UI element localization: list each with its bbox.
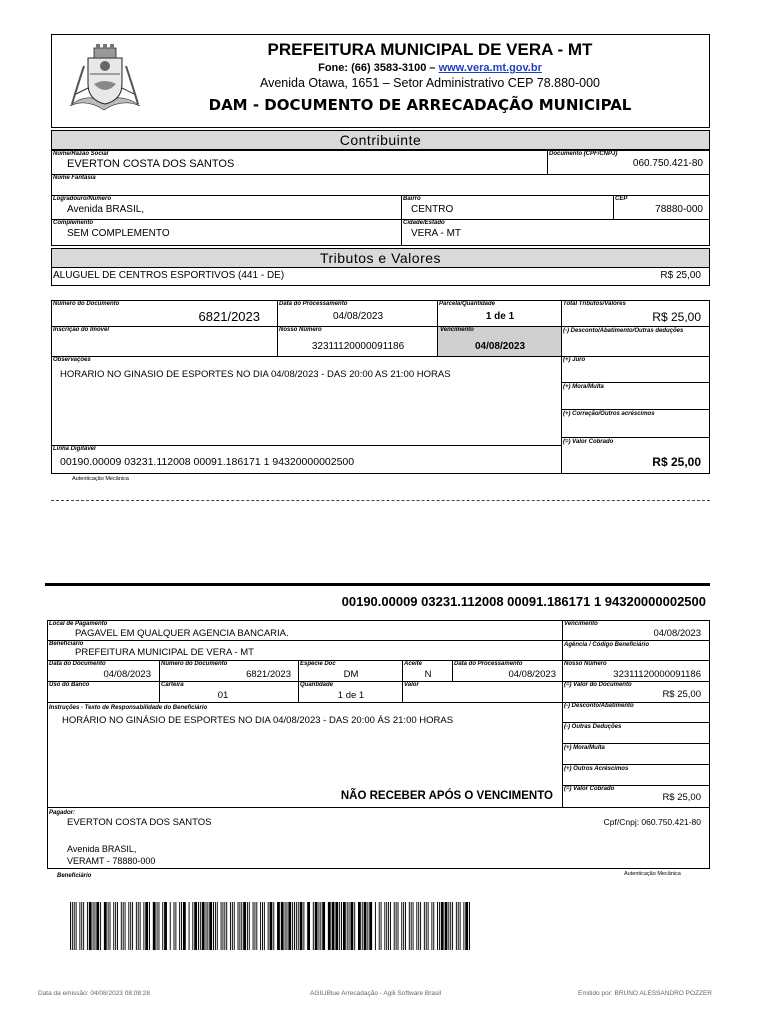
processamento-label: Data do Processamento xyxy=(279,301,348,307)
boleto-vencimento-label: Vencimento xyxy=(564,621,598,627)
nosso-numero-label: Nosso Número xyxy=(279,327,322,333)
pagador-endereco-1: Avenida BRASIL, xyxy=(67,844,137,854)
linha-digitavel-label: Linha Digitável xyxy=(53,446,96,452)
pagador-endereco-2: VERAMT - 78880-000 xyxy=(67,856,156,866)
data-processamento-value: 04/08/2023 xyxy=(508,669,556,680)
boleto-top-bar xyxy=(45,583,710,586)
nome-label: Nome/Razão Social xyxy=(53,151,109,157)
cep-label: CEP xyxy=(615,196,628,202)
processamento-value: 04/08/2023 xyxy=(332,311,384,322)
complemento-value: SEM COMPLEMENTO xyxy=(67,228,170,239)
vencimento-label: Vencimento xyxy=(440,327,474,333)
cut-line xyxy=(51,500,710,501)
barcode xyxy=(70,902,470,950)
boleto-beneficiario-label: Beneficiário xyxy=(49,641,84,647)
data-processamento-label: Data do Processamento xyxy=(454,661,523,667)
logradouro-value: Avenida BRASIL, xyxy=(67,204,145,215)
logradouro-label: Logradouro/Número xyxy=(53,196,111,202)
outros-acrescimos-label: (+) Outros Acréscimos xyxy=(564,766,629,772)
local-pagamento-value: PAGAVEL EM QUALQUER AGENCIA BANCARIA. xyxy=(75,628,289,639)
tributos-section-title: Tributos e Valores xyxy=(51,248,710,268)
total-value: R$ 25,00 xyxy=(652,310,701,324)
instrucoes-label: Instruções - Texto de Responsabilidade do Beneficiário xyxy=(49,705,208,711)
cep-value: 78880-000 xyxy=(655,204,703,215)
boleto-beneficiario-value: PREFEITURA MUNICIPAL DE VERA - MT xyxy=(75,647,254,658)
observacoes-label: Observações xyxy=(53,357,91,363)
nao-receber-notice: NÃO RECEBER APÓS O VENCIMENTO xyxy=(340,790,553,802)
bairro-value: CENTRO xyxy=(411,204,454,215)
fantasia-label: Nome Fantasia xyxy=(53,175,96,181)
carteira-label: Carteira xyxy=(161,682,184,688)
cidade-label: Cidade/Estado xyxy=(403,220,445,226)
nome-value: EVERTON COSTA DOS SANTOS xyxy=(67,158,235,170)
address-line: Avenida Otawa, 1651 – Setor Administrativo CEP 78.880-000 xyxy=(259,76,601,90)
numero-documento-value: 6821/2023 xyxy=(246,669,291,680)
boleto-nosso-numero-label: Nosso Número xyxy=(564,661,607,667)
city-coat-of-arms-logo xyxy=(66,44,144,114)
vencimento-value: 04/08/2023 xyxy=(474,341,526,352)
quantidade-value: 1 de 1 xyxy=(337,690,365,701)
inscricao-label: Inscrição do Imóvel xyxy=(53,327,110,333)
phone-line xyxy=(150,62,710,75)
especie-label: Espécie Doc xyxy=(300,661,336,667)
boleto-linha-digitavel: 00190.00009 03231.112008 00091.186171 1 94320000002500 xyxy=(341,594,706,609)
observacoes-value: HORARIO NO GINASIO DE ESPORTES NO DIA 04/08/2023 - DAS 20:00 AS 21:00 HORAS xyxy=(60,369,451,380)
local-pagamento-label: Local de Pagamento xyxy=(49,621,108,627)
data-emissao: Data da emissão: 04/08/2023 08:08:28 xyxy=(38,990,151,997)
aceite-label: Aceite xyxy=(404,661,423,667)
bairro-label: Bairro xyxy=(403,196,421,202)
quantidade-label: Quantidade xyxy=(300,682,334,688)
prefeitura-title: PREFEITURA MUNICIPAL DE VERA - MT xyxy=(267,40,593,59)
especie-value: DM xyxy=(343,669,359,680)
beneficiario-footer-label: Beneficiário xyxy=(57,873,92,879)
document-title: DAM - DOCUMENTO DE ARRECADAÇÃO MUNICIPAL xyxy=(208,96,632,114)
agencia-label: Agência / Código Beneficiário xyxy=(564,642,650,648)
boleto-vencimento-value: 04/08/2023 xyxy=(653,628,701,639)
tributo-item-value: R$ 25,00 xyxy=(660,270,701,281)
nosso-numero-value: 32311120000091186 xyxy=(311,341,405,352)
valor-documento-value: R$ 25,00 xyxy=(662,689,701,700)
mora-label: (+) Mora/Multa xyxy=(563,384,604,390)
autenticacao-top: Autenticação Mecânica xyxy=(72,476,129,482)
website-link[interactable]: www.vera.mt.gov.br xyxy=(438,62,542,74)
emitido-por: Emitido por: BRUNO ALESSANDRO POZZER xyxy=(578,990,713,997)
carteira-value: 01 xyxy=(217,690,229,701)
pagador-cpf: Cpf/Cnpj: 060.750.421-80 xyxy=(603,817,701,827)
boleto-mora-label: (+) Mora/Multa xyxy=(564,745,605,751)
data-documento-value: 04/08/2023 xyxy=(103,669,151,680)
linha-digitavel-value: 00190.00009 03231.112008 00091.186171 1 94320000002500 xyxy=(60,456,355,468)
correcao-label: (+) Correção/Outros acréscimos xyxy=(563,411,655,417)
boleto-valor-cobrado-label: (=) Valor Cobrado xyxy=(564,786,615,792)
aceite-value: N xyxy=(424,669,432,680)
total-label: Total Tributos/Valores xyxy=(563,301,626,307)
numero-doc-label: Número do Documento xyxy=(53,301,120,307)
numero-doc-value: 6821/2023 xyxy=(198,309,260,324)
pagador-value: EVERTON COSTA DOS SANTOS xyxy=(67,817,212,828)
outras-deducoes-label: (-) Outras Deduções xyxy=(564,724,622,730)
boleto-desconto-label: (-) Desconto/Abatimento xyxy=(564,703,634,709)
data-documento-label: Data do Documento xyxy=(49,661,106,667)
cidade-value: VERA - MT xyxy=(411,228,462,239)
instrucoes-value: HORÁRIO NO GINÁSIO DE ESPORTES NO DIA 04/08/2023 - DAS 20:00 ÁS 21:00 HORAS xyxy=(62,715,454,726)
parcela-label: Parcela/Quantidade xyxy=(439,301,496,307)
valor-documento-label: (=) Valor do Documento xyxy=(564,682,632,688)
documento-value: 060.750.421-80 xyxy=(632,158,703,169)
juro-label: (+) Juro xyxy=(563,357,586,363)
numero-documento-label: Número do Documento xyxy=(161,661,228,667)
valor-label: Valor xyxy=(404,682,419,688)
software-credit: AGILIBlue Arrecadação - Agili Software Brasil xyxy=(310,990,442,997)
valor-cobrado-label: (=) Valor Cobrado xyxy=(563,439,614,445)
tributo-item: ALUGUEL DE CENTROS ESPORTIVOS (441 - DE) xyxy=(53,270,285,281)
autenticacao-bottom: Autenticação Mecânica xyxy=(624,871,681,877)
phone-text: Fone: (66) 3583-3100 – xyxy=(318,62,439,74)
boleto-nosso-numero-value: 32311120000091186 xyxy=(613,669,701,680)
contribuinte-section-title: Contribuinte xyxy=(51,130,710,150)
boleto-valor-cobrado-value: R$ 25,00 xyxy=(662,792,701,803)
pagador-label: Pagador: xyxy=(49,810,76,816)
parcela-value: 1 de 1 xyxy=(485,311,515,322)
desconto-label: (-) Desconto/Abatimento/Outras deduções xyxy=(563,328,684,334)
documento-label: Documento (CPF/CNPJ) xyxy=(549,151,618,157)
uso-banco-label: Uso do Banco xyxy=(49,682,90,688)
valor-cobrado-value: R$ 25,00 xyxy=(652,455,701,469)
complemento-label: Complemento xyxy=(53,220,94,226)
